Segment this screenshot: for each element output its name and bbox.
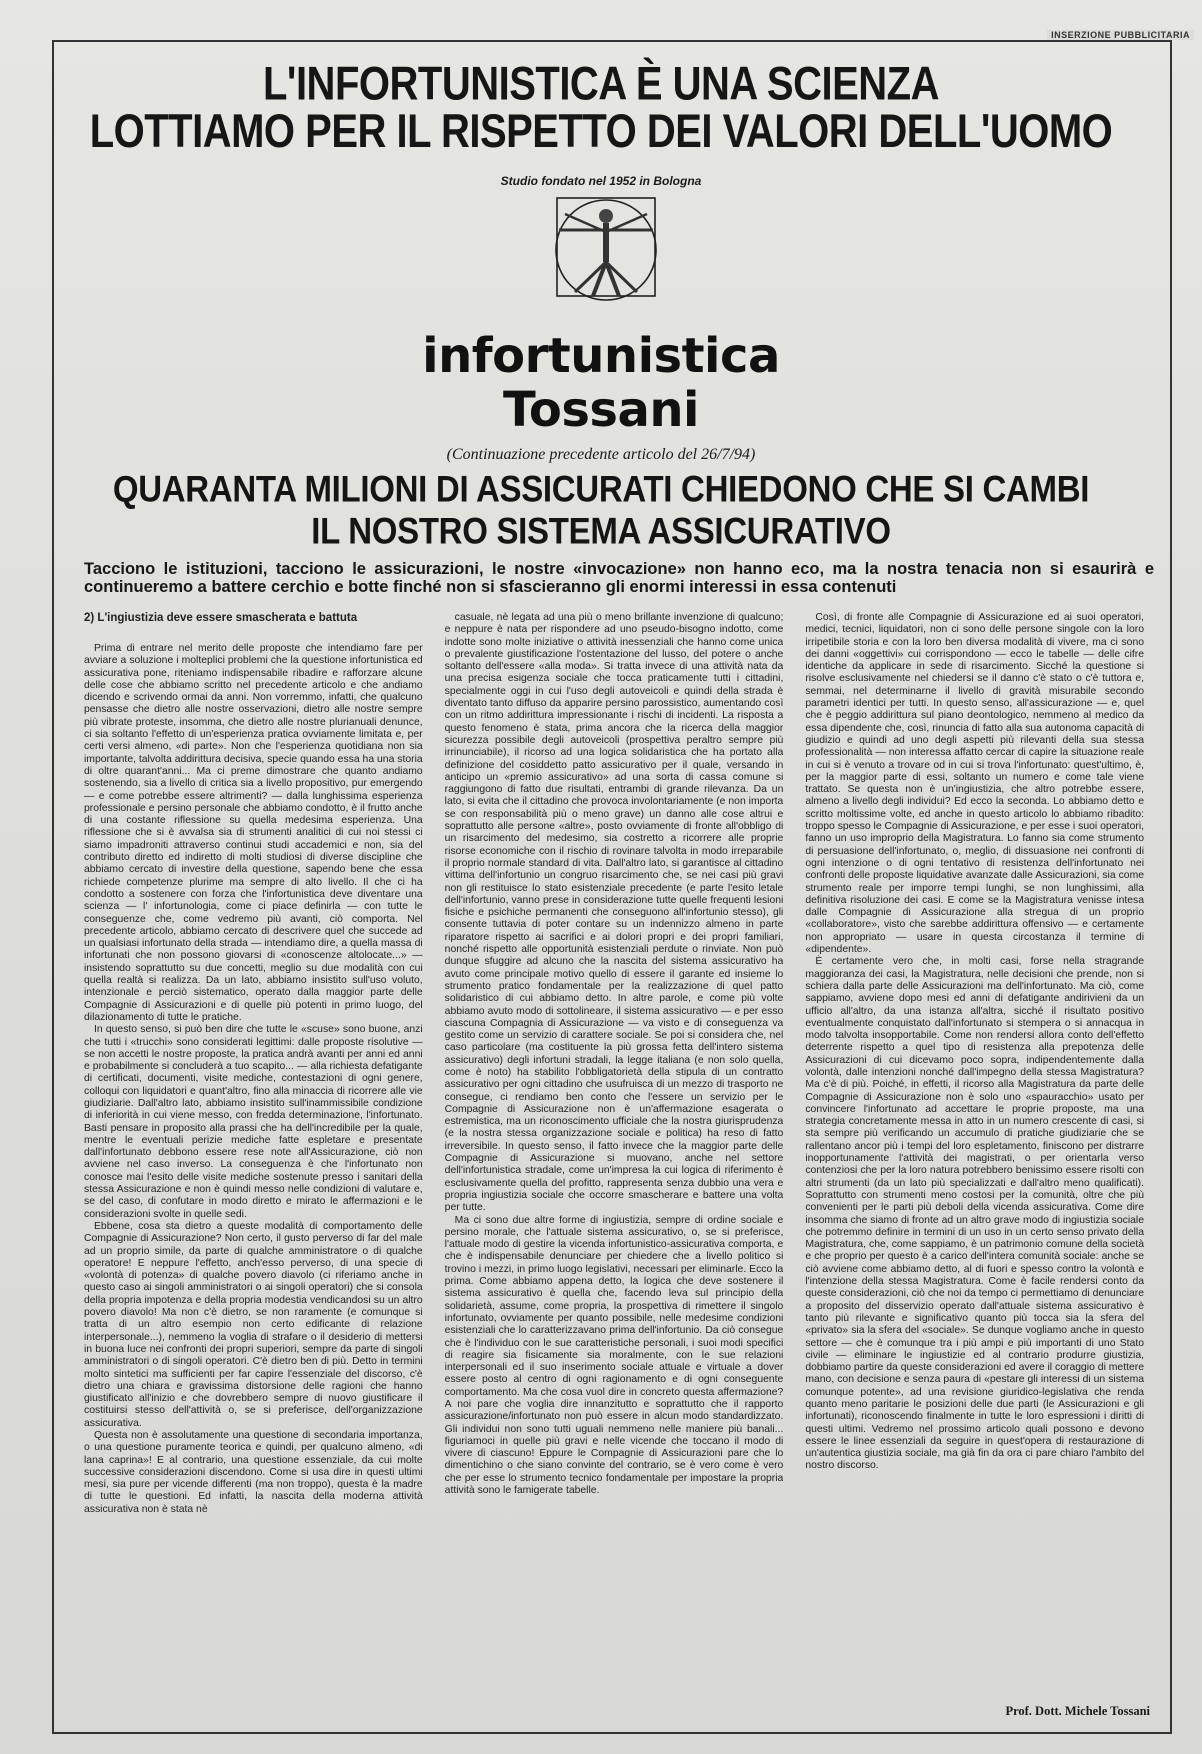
paragraph: casuale, nè legata ad una più o meno brillante invenzione di qualcuno; e neppure è nata per rispondere ad uno pseudo-bisogno indotto, come indotte sono molte iniziative o attività inessenziali che hanno come unica o prevalente giustificazione l'ostentazione del lusso, del potere o anche soltanto dell'essere «alla moda». Si tratta invece di una attività nata da una precisa esigenza sociale che tocca praticamente tutti i cittadini, specialmente oggi in cui l'uso degli autoveicoli e quindi della strada è diventato tanto diffuso da apparire persino parossistico, aumentando così con un ritmo addirittura impressionante i rischi di incidenti. La risposta a questo fenomeno è stata, prima ancora che la ricerca della maggior sicurezza possibile degli autoveicoli (prospettiva peraltro sempre più irrinunciabile), il ricorso ad una logica solidaristica che ha portato alla definizione del cosiddetto patto assicurativo per il quale, versando in anticipo un «premio assicurativo» ad una sorta di cassa comune si raggiungono di fatto due risultati, entrambi di grande rilevanza. Da un lato, si evita che il cittadino che provoca involontariamente (e non importa se con responsabilità più o meno grave) un danno alle cose altrui e soprattutto alle persone «altre», posto ovviamente di fronte all'obbligo di un risarcimento del medesimo, sia costretto a ricorrere alle proprie risorse economiche con il rischio di rovinare talvolta in modo irreparabile il proprio normale standard di vita. Dall'altro lato, si garantisce al cittadino vittima dell'infortunio un congruo risarcimento che, se nei casi più gravi non gli restituisce lo stato esistenziale precedente (e parte l'esito letale dell'infortunio, vanno prese in considerazione tutte quelle frequenti lesioni fisiche e psichiche permanenti che conseguono all'infortunio stesso), gli consente tuttavia di poter contare su un indennizzo almeno in parte riparatore rispetto ai sacrifici e ai dolori propri e dei propri familiari, nonché rispetto alle opportunità esistenziali perdute o rinviate. Non può dunque sfuggire ad alcuno che la nascita del sistema assicurativo ha avuto come principale motivo quello di essere il garante ed insieme lo strumento pratico fondamentale per la realizzazione di quel patto solidaristico di cui abbiamo detto. In altre parole, e come più volte abbiamo avuto modo di sottolineare, il sistema assicurativo — e per esso ciascuna Compagnia di Assicurazione — va visto e di conseguenza va gestito come un servizio di carattere sociale. Se poi si considera che, nel caso particolare (ma costituente la più grossa fetta dell'intero sistema assicurativo) degli infortuni stradali, la legge italiana (e non solo quella, come è noto) ha stabilito l'obbligatorietà della stipula di un contratto assicurativo per ogni cittadino che usufruisca di un mezzo di trasporto ne consegue, ci rendiamo ben conto che l'essere un servizio per le Compagnie di Assicurazione non è un'affermazione esagerata o estremistica, ma un riconoscimento ufficiale che la nostra giurisprudenza (e la nostra stessa organizzazione sociale e politica) ha reso di fatto irreversibile. In questo senso, il fatto invece che la maggior parte delle Compagnie di Assicurazione si muovano, anche nel settore dell'infortunistica stradale, come un'impresa la cui logica di riferimento è esclusivamente quella del profitto, rappresenta senza dubbio una vera e propria ingiustizia sociale che occorre smascherare e battere una volta per tutte. bbox=[444, 612, 784, 1214]
paragraph: Questa non è assolutamente una questione di secondaria importanza, o una questione puramente teorica e quindi, per qualcuno almeno, «di lana caprina»! E al contrario, una questione essenziale, da cui molte successive considerazioni discendono. Come si usa dire in questi ultimi mesi, sia pure per vicende differenti (ma non troppo), questa è la madre di tutte le questioni. Ed infatti, la nascita della moderna attività assicurativa non è stata nè bbox=[84, 1430, 423, 1515]
section-subhead: 2) L'ingiustizia deve essere smascherata e battuta bbox=[84, 612, 358, 624]
article-columns bbox=[84, 612, 1144, 1692]
founded-note: Studio fondato nel 1952 in Bologna bbox=[500, 174, 702, 188]
brand-name-line2: Tossani bbox=[503, 382, 699, 438]
headline-line2: IL NOSTRO SISTEMA ASSICURATIVO bbox=[311, 509, 891, 552]
paragraph: È certamente vero che, in molti casi, forse nella stragrande maggioranza dei casi, la Magistratura, nelle decisioni che prende, non si schiera dalla parte delle Assicurazioni ma dell'infortunato. Ma ciò, come sappiamo, avviene dopo mesi ed anni di defatigante andirivieni da un ufficio all'altro, da una istanza all'altra, sicché il risultato positivo eventualmente conquistato dall'infortunato si stempera o si annacqua in modo talvolta insopportabile. Come non rendersi allora conto dell'effetto deterrente rispetto a quel tipo di resistenza alla prepotenza delle Assicurazioni di cui dicevamo poco sopra, indipendentemente dalla volontà, dalle intenzioni nonché dall'impegno della stessa Magistratura? Ma c'è di più. Poiché, in effetti, il ricorso alla Magistratura da parte delle Compagnie di Assicurazione non è solo uno «spauracchio» usato per convincere l'infortunato ad accettare le proprie proposte, ma una strategia concretamente messa in atto in un numero crescente di casi, si sta sempre più verificando un accumulo di pratiche giudiziarie che se rallentano ancor più i tempi del loro espletamento, finiscono per distrarre inopportunamente l'attività dei magistrati, o per orientarla verso contenziosi che per la loro natura potrebbero benissimo essere risolti con altri strumenti (da un lato più specializzati e dall'altro meno qualificati). Soprattutto con strumenti meno costosi per la comunità, oltre che più convenienti per le parti più deboli della vicenda assicurativa. Come dire insomma che siamo di fronte ad un altro grave modo di ingiustizia sociale che potremmo definire in termini di un uso in un certo senso privato della Magistratura, che, come sappiamo, è un patrimonio comune della società e che proprio per questo è a carico dell'intera comunità sociale: anche se ciò avviene come abbiamo detto, al di fuori e spesso contro la volontà e l'intenzione della stessa Magistratura. Come è facile rendersi conto da queste considerazioni, ciò che noi da tempo ci permettiamo di denunciare a proposito del disservizio operato dall'attuale sistema assicurativo è tanto più rilevante e significativo quanto più tocca sia la sfera del «privato» sia la sfera del «sociale». Se dunque vogliamo anche in questo settore — che è comunque tra i più ampi e più importanti di uno Stato civile — eliminare le ingiustizie ed al contrario produrre giustizia, dobbiamo partire da queste considerazioni ed avere il coraggio di mettere mano, con decisione e senza paura di «pestare gli interessi di un sistema comunque potente», ad una revisione giuridico-legislativa che renda quanto meno paritarie le posizioni delle due parti (le Assicurazioni e gli infortunati), riconoscendo finalmente in tutte le loro espressioni i diritti di questi ultimi. Vedremo nel prossimo articolo quali possono e devono essere le linee essenziali da seguire in quest'opera di restaurazione di un'autentica giustizia sociale, ma già fin da ora ci pare chiaro l'ambito del nostro discorso. bbox=[805, 956, 1145, 1472]
headline-line1: QUARANTA MILIONI DI ASSICURATI CHIEDONO CHE SI CAMBI bbox=[112, 467, 1090, 510]
paragraph: Così, di fronte alle Compagnie di Assicurazione ed ai suoi operatori, medici, tecnici, liquidatori, non ci sono delle persone singole con la loro irripetibile storia e con la loro ben diversa modalità di vivere, ma ci sono dei danni «oggettivi» cui corrispondono — ecco le tabelle — delle cifre identiche da applicare in sede di risarcimento. Sicché la questione si risolve esclusivamente nel chiedersi se il danno c'è stato o c'è tuttora e, semmai, nel determinarne il livello di gravità misurabile secondo parametri identici per tutti. In questo senso, all'assicurazione — e, quel che è peggio addirittura sul piano deontologico, nemmeno al medico da essa dipendente che, così, rinuncia di fatto alla sua autonoma capacità di giudizio e quindi ad uno degli aspetti più rilevanti della sua stessa professionalità — non interessa affatto cercar di capire la situazione reale in cui si è venuto a trovare od in cui si trova l'infortunato: quest'ultimo, è, per la maggior parte di essi, soltanto un numero e come tale viene trattato. Se questa non è un'ingiustizia, che altro potrebbe essere, almeno a livello degli individui? Ed ecco la seconda. Lo abbiamo detto e scritto moltissime volte, ed anche in questo articolo lo abbiamo ribadito: troppo spesso le Compagnie di Assicurazione, e per esse i suoi operatori, fanno un uso improprio della Magistratura. Lo fanno sia come strumento di persuasione dell'infortunato, o, meglio, di dissuasione nei confronti di ogni intenzione o di ogni tentativo di resistenza dell'infortunato nei confronti delle proposte liquidative avanzate dalle Assicurazioni, sia come strumento reale per imporre tempi lunghi, se non lunghissimi, alla definitiva risoluzione dei casi. E come se la Magistratura venisse intesa dalle Compagnie di Assicurazione alla stregua di un proprio «collaboratore», visto che sarebbe addirittura offensivo — e certamente non appropriato — usare in questa circostanza il termine di «dipendente». bbox=[805, 612, 1145, 956]
paragraph: Prima di entrare nel merito delle proposte che intendiamo fare per avviare a soluzione i molteplici problemi che la questione infortunistica ed assicurativa pone, riteniamo indispensabile ribadire e rafforzare alcune delle cose che abbiamo scritto nel precedente articolo e che andiamo dicendo e scrivendo ormai da anni. Non vorremmo, infatti, che qualcuno pensasse che dietro alle nostre osservazioni, dietro alle nostre sempre più vibrate proteste, insomma, che dietro alle nostre plurianuali denunce, ci sia soltanto l'effetto di un'esperienza pratica ovviamente limitata e, per certi versi almeno, «di parte». Non che l'esperienza quotidiana non sia importante, talvolta addirittura decisiva, specie quando essa ha una storia di oltre quarant'anni... Ma ci preme dimostrare che quanto andiamo sostenendo, sia a livello di critica sia a livello propositivo, pur emergendo — e come potrebbe essere altrimenti? — dalla lunghissima esperienza professionale e persino personale che abbiamo condotto, è il frutto anche di una costante riflessione su quella medesima esperienza. Una riflessione che si è avvalsa sia di strumenti analitici di cui noi stessi ci siamo impadroniti attraverso continui studi accademici e non, sia del contributo diretto ed indiretto di molti studiosi di diverse discipline che abbiamo cercato di investire della questione, sapendo bene che essa richiede competenze plurime ma sempre di alto livello. Il che ci ha condotto a sostenere con forza che l'infortunistica deve diventare una scienza — l' infortunologia, come ci piace definirla — con tutte le conseguenze che, come vedremo più avanti, ciò comporta. Nel precedente articolo, abbiamo cercato di descrivere quel che succede ad un qualsiasi infortunato della strada — intendiamo dire, a quella massa di infortunati che non possono giovarsi di «conoscenze altolocate...» — insistendo soprattutto su due concetti, meglio su due modalità con cui quella realtà si realizza. Da un lato, abbiamo insistito sull'uso voluto, intenzionale e perciò sistematico, operato dalla maggior parte delle Compagnie di Assicurazioni e di quelle più potenti in primo luogo, del dilazionamento di tutte le pratiche. bbox=[84, 643, 423, 1023]
lead-paragraph: Tacciono le istituzioni, tacciono le assicurazioni, le nostre «invocazione» non hanno eco, ma la nostra tenacia non si esaurirà e continueremo a battere cerchio e botte finché non si sfascieranno gli enormi interessi in essa contenuti bbox=[84, 560, 1154, 596]
vitruvian-man-icon bbox=[551, 192, 661, 304]
article-column-2 bbox=[445, 612, 784, 1692]
article-column-3 bbox=[805, 612, 1144, 1692]
article-column-1 bbox=[84, 612, 423, 1692]
author-signature: Prof. Dott. Michele Tossani bbox=[1005, 1704, 1150, 1718]
main-title-line2: LOTTIAMO PER IL RISPETTO DEI VALORI DELL'UOMO bbox=[89, 105, 1113, 158]
brand-name-line1: infortunistica bbox=[422, 328, 780, 384]
paragraph: In questo senso, si può ben dire che tutte le «scuse» sono buone, anzi che tutti i «trucchi» sono considerati legittimi: dalle proposte risolutive — se non accetti le nostre proposte, la pratica andrà avanti per anni ed anni e probabilmente si concluderà a tuo scapito... — alla richiesta defatigante di certificati, documenti, visite mediche, contestazioni di ogni genere, colloqui con liquidatori e quant'altro, fino alla minaccia di ricorrere alle vie giudiziarie. Dall'altro lato, abbiamo insistito sull'inammissibile condizione di inferiorità in cui viene messo, con fredda determinazione, l'infortunato. Basti pensare in proposito alla prassi che ha dell'incredibile per la quale, mentre le eventuali perizie mediche fatte espletare e presentate dall'infortunato debbono essere rese note all'Assicurazione, ciò non avviene nel caso inverso. La conseguenza è che l'infortunato non conosce mai l'esito delle visite mediche sostenute presso i sanitari della stessa Assicurazione e non è quindi messo nelle condizioni di valutare e, se del caso, di confutare in modo diretto e mirato le affermazioni e le considerazioni svolte in quelle sedi. bbox=[84, 1024, 423, 1220]
advertisement-tag: INSERZIONE PUBBLICITARIA bbox=[1047, 30, 1194, 40]
paragraph: Ebbene, cosa sta dietro a queste modalità di comportamento delle Compagnie di Assicurazione? Non certo, il gusto perverso di far del male ad un proprio simile, da parte di qualche amministratore o di qualche operatore! E neppure l'effetto, anch'esso perverso, di una specie di «volontà di potenza» di qualche povero diavolo (ci riferiamo anche in questo caso ai singoli amministratori o ai singoli operatori) che si consola della propria impotenza e della propria modestia vendicandosi su un altro povero diavolo! Ma non c'è dietro, se non raramente (e comunque si tratta di un altro esempio non certo edificante di relazione interpersonale...), nemmeno la voglia di strafare o il desiderio di mettersi in buona luce nei confronti dei propri superiori, sempre da parte di singoli amministratori o di singoli operatori. C'è dietro ben di più. Detto in termini molto sintetici ma sufficienti per far capire l'essenziale del discorso, c'è dietro una chiara e gravissima distorsione delle ragioni che hanno giustificato all'inizio e che dovrebbero sempre di nuovo giustificare il costituirsi stesso dell'attività o, se si preferisce, dell'organizzazione assicurativa. bbox=[84, 1220, 423, 1429]
main-title-line1: L'INFORTUNISTICA È UNA SCIENZA bbox=[263, 57, 939, 110]
paragraph: Ma ci sono due altre forme di ingiustizia, sempre di ordine sociale e persino morale, che l'attuale sistema assicurativo, o, se si preferisce, l'attuale modo di gestire la vicenda infortunistico-assicurativa comporta, e che è indispensabile denunciare per chiedere che a livello politico si trovino i mezzi, in primo luogo legislativi, necessari per eliminarle. Ecco la prima. Come abbiamo appena detto, la logica che deve sostenere il sistema assicurativo è quella che, facendo leva sul principio della solidarietà, assume, come propria, la prospettiva di rimettere il singolo infortunato, ovviamente per quanto possibile, nelle medesime condizioni esistenziali che lo caratterizzavano prima dell'infortunio. Da ciò consegue che è l'individuo con le sue caratteristiche personali, i suoi modi specifici di reagire sia fisicamente sia moralmente, con le sue relazioni interpersonali ed il suo inserimento sociale attuale e virtuale a dover essere posto al centro di ogni ragionamento e di ogni conseguente comportamento. Ma che cosa vuol dire in concreto questa affermazione? A noi pare che voglia dire innanzitutto e soprattutto che il rapporto assicurazione/infortunato non può essere in alcun modo standardizzato. Gli individui non sono tutti uguali nemmeno nelle maniere più banali... figuriamoci in quelle più gravi e nelle vicende che toccano il modo di vivere di ciascuno! Eppure le Compagnie di Assicurazioni pare che lo dimentichino o che siano convinte del contrario, se è vero come è vero che per esse lo strumento tecnico fondamentale per impostare la propria attività sono le famigerate tabelle. bbox=[444, 1214, 784, 1497]
continuation-note: (Continuazione precedente articolo del 26/7/94) bbox=[446, 446, 756, 463]
